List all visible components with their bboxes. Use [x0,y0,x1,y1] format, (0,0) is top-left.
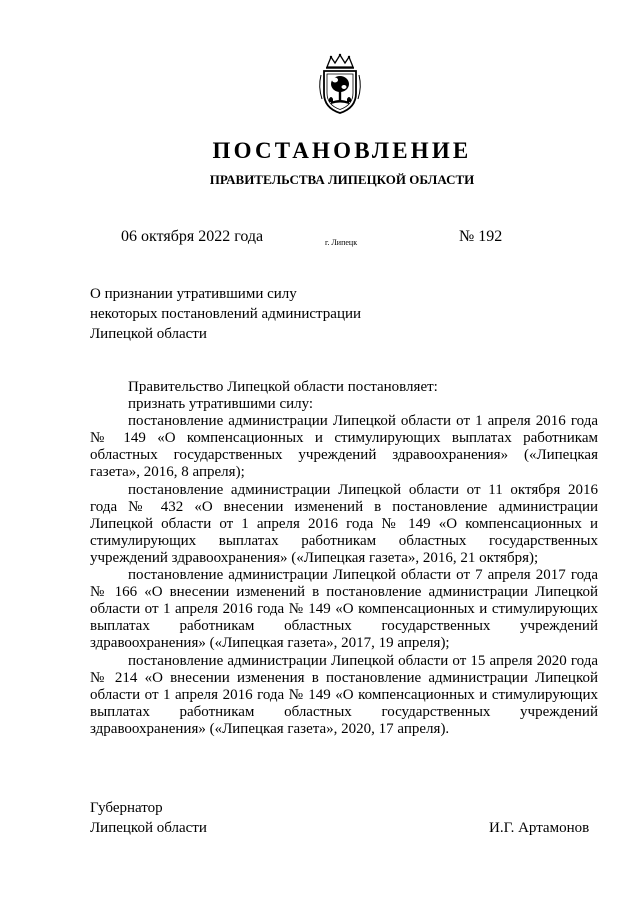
body-paragraph: признать утратившими силу: [128,396,314,413]
signatory-position [90,798,207,838]
signatory-name: И.Г. Артамонов [489,820,590,836]
body-paragraph: постановление администрации Липецкой области от 15 апреля 2020 года № 214 «О внесении изменения в постановление администрации Липецкой области от 1 апреля 2016 года № 149 «О компенсационных и стимулирующих выплатах работникам областных государственных учреждений здравоохранения» («Липецкая газета», 2020, 17 апреля). [90,652,598,737]
body-paragraph: Правительство Липецкой области постановляет: [128,379,438,395]
document-title: ПОСТАНОВЛЕНИЕ [212,138,472,163]
signatory-position-line: Губернатор [90,800,163,816]
subject-line: некоторых постановлений администрации [90,306,362,322]
coat-of-arms-icon [317,53,363,115]
document-date: 06 октября 2022 года [121,228,264,245]
document-city: г. Липецк [325,238,358,247]
signatory-position-line: Липецкой области [90,820,207,836]
document-number: № 192 [459,228,503,245]
body-paragraph: постановление администрации Липецкой области от 7 апреля 2017 года № 166 «О внесении изменений в постановление администрации Липецкой области от 1 апреля 2016 года № 149 «О компенсационных и стимулирующих выплатах работникам областных государственных учреждений здравоохранения» («Липецкая газета», 2017, 19 апреля); [90,567,598,652]
body-paragraph: постановление администрации Липецкой области от 11 октября 2016 года № 432 «О внесении изменений в постановление администрации Липецкой области от 1 апреля 2016 года № 149 «О компенсационных и стимулирующих выплатах работникам областных государственных учреждений здравоохранения» («Липецкая газета», 2016, 21 октября); [90,481,598,566]
subject-line: Липецкой области [90,326,207,342]
document-issuer: ПРАВИТЕЛЬСТВА ЛИПЕЦКОЙ ОБЛАСТИ [209,172,475,187]
body-paragraph: постановление администрации Липецкой области от 1 апреля 2016 года № 149 «О компенсационных и стимулирующих выплатах работникам областных государственных учреждений здравоохранения» («Липецкая газета», 2016, 8 апреля); [90,413,598,481]
subject-line: О признании утратившими силу [90,286,297,302]
document-body [90,379,598,738]
document-subject [90,284,390,344]
